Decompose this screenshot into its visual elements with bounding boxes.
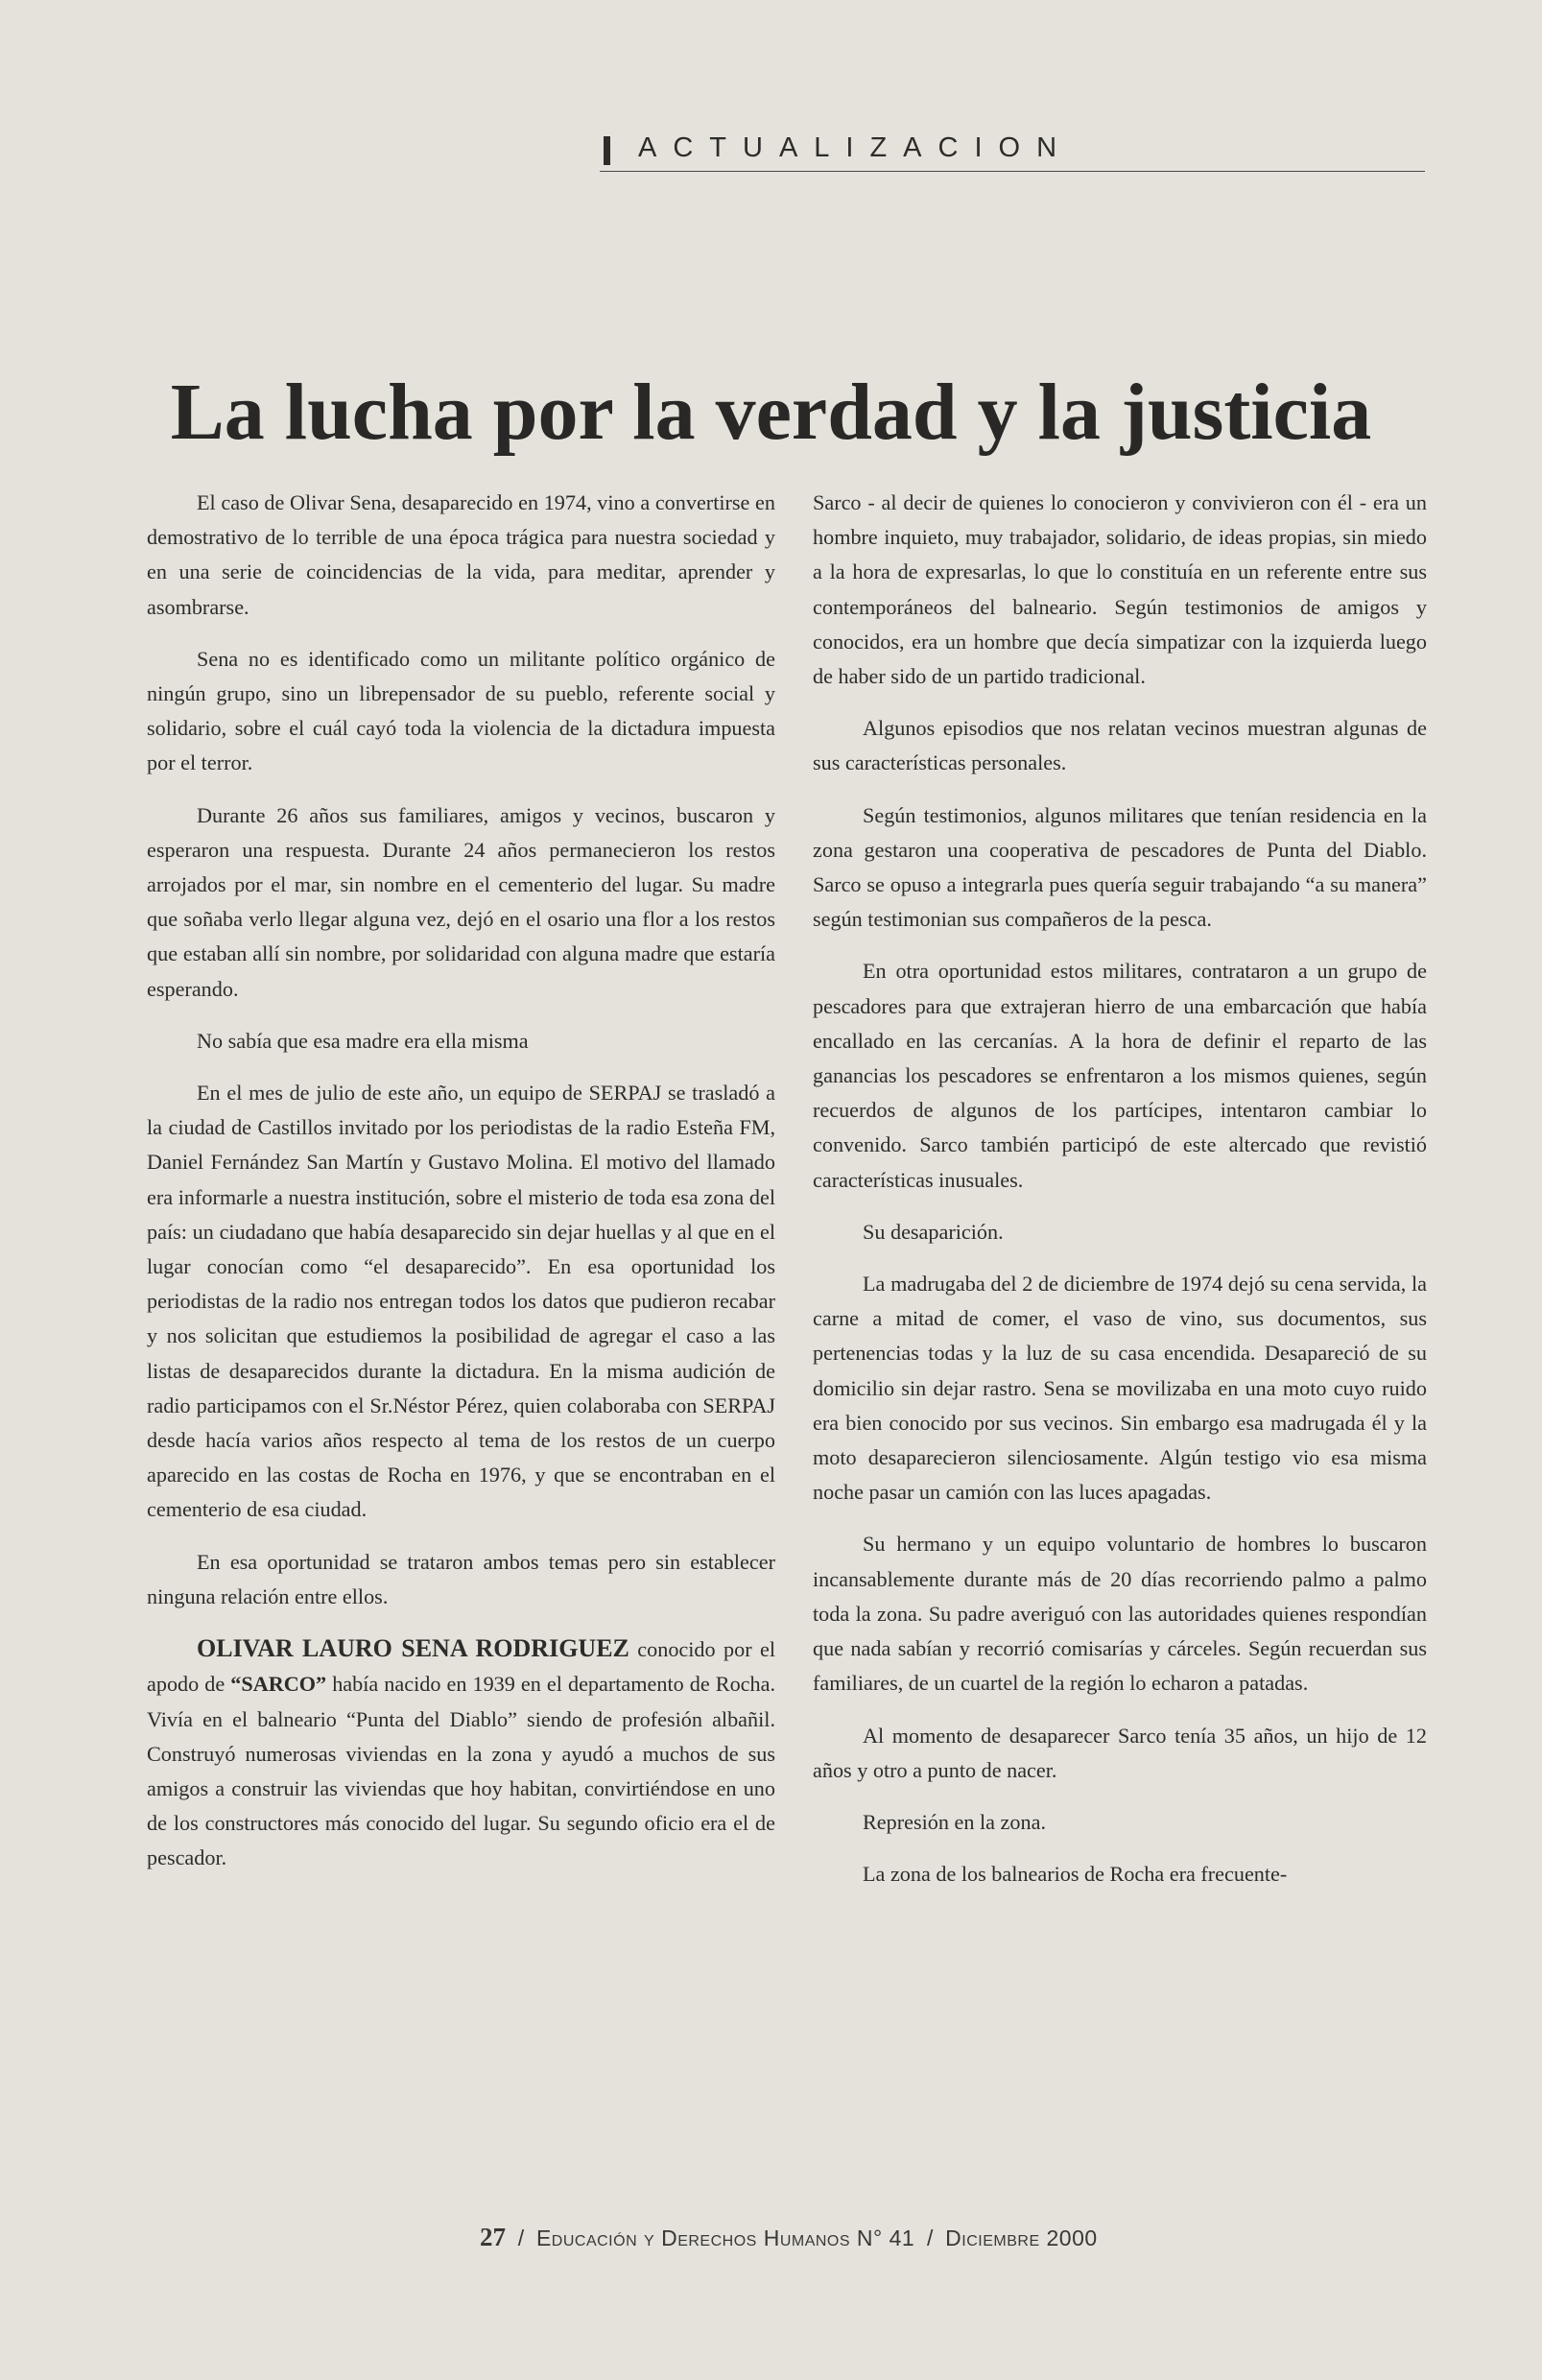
- lead-text: conocido por el apodo de: [147, 1637, 775, 1697]
- biography-paragraph: [147, 1631, 775, 1875]
- paragraph: El caso de Olivar Sena, desaparecido en 1974, vino a convertirse en demostrativo de lo terrible de una época trágica para nuestra sociedad y en una serie de coincidencias de la vida, para meditar, aprender y asombrarse.: [147, 490, 775, 619]
- paragraph: Al momento de desaparecer Sarco tenía 35 años, un hijo de 12 años y otro a punto de nacer.: [813, 1723, 1427, 1782]
- nickname: “SARCO”: [230, 1672, 327, 1697]
- paragraph: Durante 26 años sus familiares, amigos y vecinos, buscaron y esperaron una respuesta. Durante 24 años permanecieron los restos arrojados por el mar, sin nombre en el cementerio del lugar. Su madre que soñaba verlo llegar alguna vez, dejó en el osario una flor a los restos que estaban allí sin nombre, por solidaridad con alguna madre que estaría esperando.: [147, 802, 775, 1001]
- subheading: Su desaparición.: [863, 1219, 1004, 1244]
- article-title: La lucha por la verdad y la justicia: [170, 368, 1372, 457]
- issue-date: Diciembre 2000: [945, 2225, 1098, 2250]
- left-column: [147, 486, 775, 1893]
- paragraph: Algunos episodios que nos relatan vecinos muestran algunas de sus características personales.: [813, 716, 1427, 775]
- page-number: 27: [480, 2223, 506, 2251]
- paragraph: La madrugaba del 2 de diciembre de 1974 dejó su cena servida, la carne a mitad de comer, el vaso de vino, sus documentos, sus pertenencias todas y la luz de su casa encendida. Desapareció de su domicilio sin dejar rastro. Sena se movilizaba en una moto cuyo ruido era bien conocido por sus vecinos. Sin embargo esa madrugada él y la moto desaparecieron silenciosamente. Algún testigo vio esa misma noche pasar un camión con las luces apagadas.: [813, 1272, 1427, 1505]
- lead-text: había nacido en 1939 en el departamento de Rocha. Vivía en el balneario “Punta del Diablo” siendo de profesión albañil. Construyó numerosas viviendas en la zona y ayudó a muchos de sus amigos a construir las viviendas que hoy habitan, convirtiéndose en uno de los constructores más conocido del lugar. Su segundo oficio era el de pescador.: [147, 1672, 775, 1870]
- paragraph-continued: Sarco - al decir de quienes lo conocieron y convivieron con él - era un hombre inquieto, muy trabajador, solidario, de ideas propias, sin miedo a la hora de expresarlas, lo que lo constituía en un referente entre sus contemporáneos del balneario. Según testimonios de amigos y conocidos, era un hombre que decía simpatizar con la izquierda luego de haber sido de un partido tradicional.: [813, 490, 1427, 689]
- section-label: ACTUALIZACION: [638, 132, 1074, 163]
- paragraph: La zona de los balnearios de Rocha era frecuente-: [863, 1862, 1288, 1887]
- footer-separator: /: [927, 2225, 934, 2250]
- publication-name: Educación y Derechos Humanos N° 41: [535, 2225, 915, 2250]
- paragraph: No sabía que esa madre era ella misma: [197, 1028, 529, 1053]
- paragraph: En otra oportunidad estos militares, contrataron a un grupo de pescadores para que extrajeran hierro de una embarcación que había encallado en las cercanías. A la hora de definir el reparto de las ganancias los pescadores se enfrentaron a los mismos quienes, según recuerdos de algunos de los partícipes, intentaron cambiar lo convenido. Sarco también participó de este altercado que revistió características inusuales.: [813, 959, 1427, 1192]
- section-marker-bar: [604, 136, 610, 165]
- paragraph: Su hermano y un equipo voluntario de hombres lo buscaron incansablemente durante más de 20 días recorriendo palmo a palmo toda la zona. Su padre averiguó con las autoridades quienes respondían que nada sabían y recorrió comisarías y cárceles. Según recuerdan sus familiares, de un cuartel de la región lo echaron a patadas.: [813, 1532, 1427, 1696]
- paragraph: En el mes de julio de este año, un equipo de SERPAJ se trasladó a la ciudad de Castillos invitado por los periodistas de la radio Esteña FM, Daniel Fernández San Martín y Gustavo Molina. El motivo del llamado era informarle a nuestra institución, sobre el misterio de toda esa zona del país: un ciudadano que había desaparecido sin dejar huellas y al que en el lugar conocían como “el desaparecido”. En esa oportunidad los periodistas de la radio nos entregan todos los datos que pudieron recabar y nos solicitan que estudiemos la posibilidad de agregar el caso a las listas de desaparecidos durante la dictadura. En la misma audición de radio participamos con el Sr.Néstor Pérez, quien colaboraba con SERPAJ desde hacía varios años respecto al tema de los restos de un cuerpo aparecido en las costas de Rocha en 1976, y que se encontraban en el cementerio de esa ciudad.: [147, 1081, 775, 1522]
- paragraph: Sena no es identificado como un militante político orgánico de ningún grupo, sino un librepensador de su pueblo, referente social y solidario, sobre el cuál cayó toda la violencia de la dictadura impuesta por el terror.: [147, 646, 775, 775]
- paragraph: Según testimonios, algunos militares que tenían residencia en la zona gestaron una cooperativa de pescadores de Punta del Diablo. Sarco se opuso a integrarla pues quería seguir trabajando “a su manera” según testimonian sus compañeros de la pesca.: [813, 802, 1427, 932]
- section-header: [600, 132, 1425, 172]
- footer-separator: /: [517, 2225, 525, 2250]
- lead-name: OLIVAR LAURO SENA RODRIGUEZ: [197, 1634, 629, 1663]
- page-footer: [480, 2223, 1098, 2252]
- paragraph: En esa oportunidad se trataron ambos temas pero sin establecer ninguna relación entre ellos.: [147, 1549, 775, 1608]
- right-column: [813, 486, 1427, 1909]
- subheading: Represión en la zona.: [863, 1809, 1046, 1834]
